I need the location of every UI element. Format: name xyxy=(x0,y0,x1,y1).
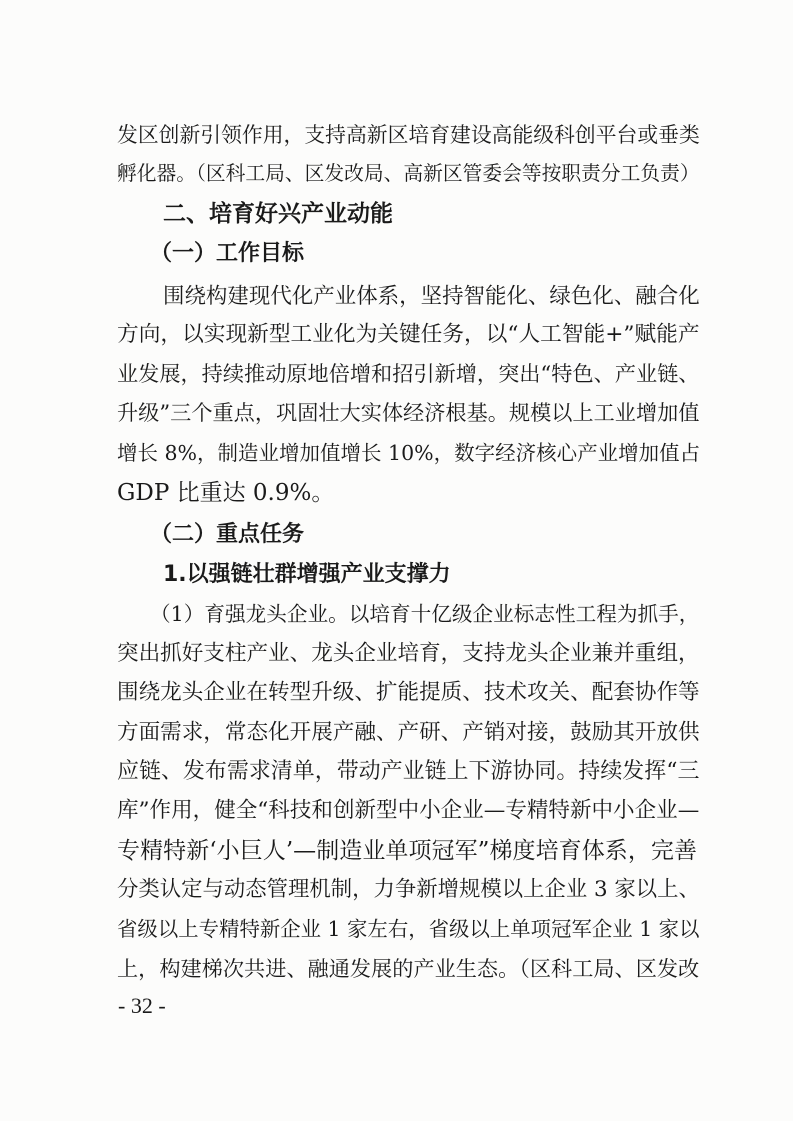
body-text-line: 上，构建梯次共进、融通发展的产业生态。（区科工局、区发改 xyxy=(117,956,700,981)
section-heading: 二、培育好兴产业动能 xyxy=(163,201,393,227)
body-text-line: 围绕龙头企业在转型升级、扩能提质、技术攻关、配套协作等 xyxy=(117,680,700,705)
body-text-line: 分类认定与动态管理机制，力争新增规模以上企业 3 家以上、 xyxy=(117,877,700,902)
body-text-line: 省级以上专精特新企业 1 家左右，省级以上单项冠军企业 1 家以 xyxy=(117,917,700,941)
body-text-line: 围绕构建现代化产业体系，坚持智能化、绿色化、融合化 xyxy=(163,284,700,309)
body-text-line: 突出抓好支柱产业、龙头企业培育，支持龙头企业兼并重组， xyxy=(117,641,700,666)
body-text-line: 孵化器。（区科工局、区发改局、高新区管委会等按职责分工负责） xyxy=(117,162,700,185)
body-text-line: GDP 比重达 0.9%。 xyxy=(117,480,335,506)
page-number: - 32 - xyxy=(118,993,166,1018)
body-text-line: 增长 8%，制造业增加值增长 10%，数字经济核心产业增加值占 xyxy=(117,441,701,465)
subsection-heading: （一）工作目标 xyxy=(150,241,305,266)
body-text-line: 库”作用，健全“科技和创新型中小企业—专精特新中小企业— xyxy=(117,798,700,823)
body-text-line: （1）育强龙头企业。以培育十亿级企业标志性工程为抓手， xyxy=(150,602,700,626)
body-text-line: 应链、发布需求清单，带动产业链上下游协同。持续发挥“三 xyxy=(117,759,700,784)
subsection-heading: （二）重点任务 xyxy=(150,522,305,547)
body-text-line: 发区创新引领作用，支持高新区培育建设高能级科创平台或垂类 xyxy=(117,123,700,147)
body-text-line: 方向，以实现新型工业化为关键任务，以“人工智能+”赋能产 xyxy=(117,322,700,347)
body-text-line: 专精特新‘小巨人’—制造业单项冠军”梯度培育体系，完善 xyxy=(117,838,697,864)
body-text-line: 业发展，持续推动原地倍增和招引新增，突出“特色、产业链、 xyxy=(117,361,700,386)
task-heading: 1.以强链壮群增强产业支撑力 xyxy=(163,562,451,587)
body-text-line: 升级”三个重点，巩固壮大实体经济根基。规模以上工业增加值 xyxy=(117,400,700,425)
body-text-line: 方面需求，常态化开展产融、产研、产销对接，鼓励其开放供 xyxy=(117,720,700,745)
